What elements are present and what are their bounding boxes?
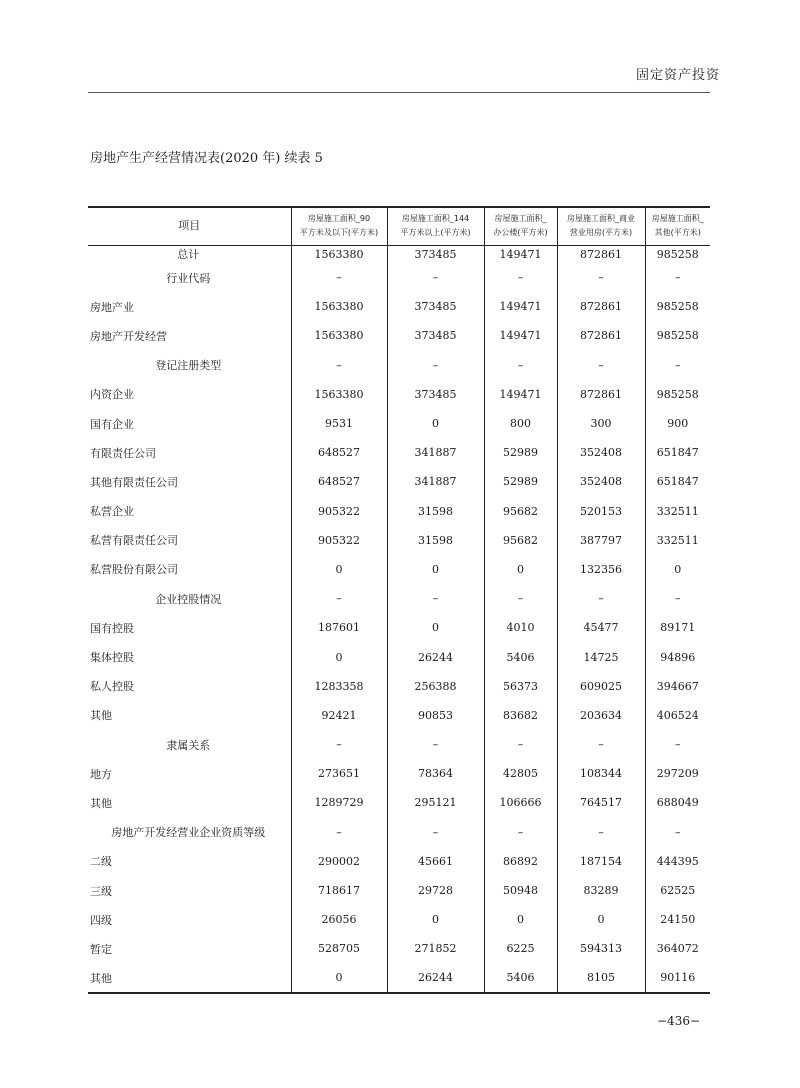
table-header-row — [88, 207, 710, 245]
running-header: 固定资产投资 — [636, 68, 721, 83]
cell-value: 106666 — [484, 788, 557, 817]
cell-value: 297209 — [645, 759, 710, 788]
cell-value: 94896 — [645, 642, 710, 671]
cell-value: 594313 — [557, 934, 645, 963]
cell-value: 8105 — [557, 964, 645, 993]
cell-value: 62525 — [645, 876, 710, 905]
cell-value: 688049 — [645, 788, 710, 817]
table-section-row — [88, 351, 710, 380]
row-label: 私营企业 — [90, 505, 134, 519]
row-label: 私营股份有限公司 — [90, 563, 178, 577]
cell-value: 42805 — [484, 759, 557, 788]
cell-value: – — [387, 818, 484, 847]
row-label: 四级 — [90, 913, 112, 927]
cell-value: 92421 — [291, 701, 387, 730]
cell-value: – — [645, 584, 710, 613]
cell-value: 872861 — [557, 321, 645, 350]
cell-value: – — [557, 351, 645, 380]
cell-value: 90853 — [387, 701, 484, 730]
cell-value: – — [387, 263, 484, 292]
table-section-row — [88, 584, 710, 613]
cell-value: 394667 — [645, 672, 710, 701]
cell-value: 651847 — [645, 467, 710, 496]
table-body — [88, 245, 710, 993]
row-label: 地方 — [90, 767, 112, 781]
cell-value: – — [484, 584, 557, 613]
row-label: 暂定 — [90, 942, 112, 956]
cell-value: 800 — [484, 409, 557, 438]
cell-value: 5406 — [484, 642, 557, 671]
cell-value: 373485 — [387, 321, 484, 350]
cell-value: – — [484, 351, 557, 380]
cell-value: 373485 — [387, 380, 484, 409]
row-label: 集体控股 — [90, 651, 134, 665]
cell-value: 332511 — [645, 497, 710, 526]
table-row — [88, 438, 710, 467]
cell-value: 90116 — [645, 964, 710, 993]
cell-value: 4010 — [484, 613, 557, 642]
cell-value: 520153 — [557, 497, 645, 526]
row-label: 房地产开发经营 — [90, 329, 167, 343]
cell-value: – — [645, 351, 710, 380]
table-title: 房地产生产经营情况表(2020 年) 续表 5 — [90, 151, 323, 166]
cell-value: – — [557, 730, 645, 759]
cell-value: – — [291, 730, 387, 759]
cell-value: 341887 — [387, 467, 484, 496]
table-row — [88, 964, 710, 993]
table-section-row — [88, 263, 710, 292]
cell-value: 985258 — [645, 380, 710, 409]
row-label: 有限责任公司 — [90, 446, 156, 460]
table-row — [88, 905, 710, 934]
cell-value: 528705 — [291, 934, 387, 963]
cell-value: 0 — [387, 613, 484, 642]
cell-value: 187154 — [557, 847, 645, 876]
cell-value: 1563380 — [291, 292, 387, 321]
cell-value: 905322 — [291, 526, 387, 555]
cell-value: 444395 — [645, 847, 710, 876]
column-header: 房屋施工面积_商业 营业用房(平方米) — [557, 207, 645, 245]
cell-value: 132356 — [557, 555, 645, 584]
cell-value: 872861 — [557, 245, 645, 263]
cell-value: – — [557, 263, 645, 292]
cell-value: 86892 — [484, 847, 557, 876]
cell-value: 9531 — [291, 409, 387, 438]
column-header-item: 项目 — [88, 207, 291, 245]
cell-value: – — [484, 263, 557, 292]
cell-value: 271852 — [387, 934, 484, 963]
cell-value: 14725 — [557, 642, 645, 671]
cell-value: 0 — [291, 964, 387, 993]
cell-value: 0 — [557, 905, 645, 934]
table-row — [88, 380, 710, 409]
cell-value: 872861 — [557, 292, 645, 321]
cell-value: 0 — [291, 555, 387, 584]
cell-value: 1289729 — [291, 788, 387, 817]
cell-value: 985258 — [645, 245, 710, 263]
table-row — [88, 321, 710, 350]
cell-value: 1563380 — [291, 245, 387, 263]
cell-value: 83682 — [484, 701, 557, 730]
cell-value: 718617 — [291, 876, 387, 905]
row-label: 三级 — [90, 884, 112, 898]
cell-value: 1563380 — [291, 321, 387, 350]
cell-value: – — [645, 818, 710, 847]
table-total-row — [88, 245, 710, 263]
cell-value: – — [645, 730, 710, 759]
cell-value: 50948 — [484, 876, 557, 905]
cell-value: 0 — [484, 905, 557, 934]
cell-value: 149471 — [484, 245, 557, 263]
cell-value: 52989 — [484, 438, 557, 467]
cell-value: 648527 — [291, 438, 387, 467]
column-header: 房屋施工面积_144 平方米以上(平方米) — [387, 207, 484, 245]
cell-value: 609025 — [557, 672, 645, 701]
cell-value: 31598 — [387, 497, 484, 526]
cell-value: 651847 — [645, 438, 710, 467]
cell-value: 0 — [387, 905, 484, 934]
cell-value: 1283358 — [291, 672, 387, 701]
cell-value: 364072 — [645, 934, 710, 963]
cell-value: – — [387, 351, 484, 380]
column-header: 房屋施工面积_90 平方米及以下(平方米) — [291, 207, 387, 245]
cell-value: 373485 — [387, 245, 484, 263]
cell-value: 764517 — [557, 788, 645, 817]
cell-value: 0 — [291, 642, 387, 671]
table-row — [88, 847, 710, 876]
cell-value: 5406 — [484, 964, 557, 993]
row-label: 国有企业 — [90, 417, 134, 431]
row-label: 内资企业 — [90, 388, 134, 402]
cell-value: 56373 — [484, 672, 557, 701]
table-row — [88, 497, 710, 526]
cell-value: – — [291, 584, 387, 613]
row-label: 二级 — [90, 855, 112, 869]
cell-value: – — [291, 263, 387, 292]
cell-value: 985258 — [645, 321, 710, 350]
table-row — [88, 526, 710, 555]
row-label: 总计 — [177, 248, 200, 262]
header-rule — [88, 92, 710, 93]
cell-value: – — [387, 730, 484, 759]
cell-value: 373485 — [387, 292, 484, 321]
cell-value: 6225 — [484, 934, 557, 963]
cell-value: 31598 — [387, 526, 484, 555]
cell-value: 26244 — [387, 964, 484, 993]
table-section-row — [88, 730, 710, 759]
cell-value: – — [484, 730, 557, 759]
cell-value: 26056 — [291, 905, 387, 934]
cell-value: 95682 — [484, 497, 557, 526]
row-label: 其他 — [90, 796, 112, 810]
cell-value: 0 — [387, 555, 484, 584]
table-row — [88, 934, 710, 963]
row-label: 其他 — [88, 964, 291, 993]
cell-value: 45661 — [387, 847, 484, 876]
cell-value: – — [484, 818, 557, 847]
row-label: 国有控股 — [90, 621, 134, 635]
table-row — [88, 292, 710, 321]
cell-value: – — [291, 351, 387, 380]
cell-value: 52989 — [484, 467, 557, 496]
table-row — [88, 409, 710, 438]
cell-value: 1563380 — [291, 380, 387, 409]
cell-value: 648527 — [291, 467, 387, 496]
page-number: −436− — [657, 1014, 701, 1028]
cell-value: 256388 — [387, 672, 484, 701]
row-label: 房地产业 — [90, 300, 134, 314]
row-label: 房地产开发经营业企业资质等级 — [111, 826, 266, 840]
table-row — [88, 467, 710, 496]
row-label: 私营有限责任公司 — [90, 534, 178, 548]
cell-value: 29728 — [387, 876, 484, 905]
cell-value: 89171 — [645, 613, 710, 642]
table-row — [88, 788, 710, 817]
cell-value: 273651 — [291, 759, 387, 788]
cell-value: 905322 — [291, 497, 387, 526]
cell-value: 26244 — [387, 642, 484, 671]
table-row — [88, 701, 710, 730]
cell-value: 78364 — [387, 759, 484, 788]
cell-value: 187601 — [291, 613, 387, 642]
row-label: 隶属关系 — [166, 738, 211, 752]
cell-value: 406524 — [645, 701, 710, 730]
row-label: 其他有限责任公司 — [90, 475, 178, 489]
table-section-row — [88, 818, 710, 847]
cell-value: 341887 — [387, 438, 484, 467]
cell-value: 352408 — [557, 467, 645, 496]
row-label: 私人控股 — [90, 680, 134, 694]
cell-value: 24150 — [645, 905, 710, 934]
cell-value: 45477 — [557, 613, 645, 642]
cell-value: 872861 — [557, 380, 645, 409]
row-label: 企业控股情况 — [155, 592, 222, 606]
cell-value: – — [645, 263, 710, 292]
column-header: 房屋施工面积_ 办公楼(平方米) — [484, 207, 557, 245]
cell-value: 83289 — [557, 876, 645, 905]
cell-value: – — [557, 818, 645, 847]
cell-value: 95682 — [484, 526, 557, 555]
row-label: 登记注册类型 — [155, 359, 222, 373]
cell-value: 149471 — [484, 380, 557, 409]
cell-value: 290002 — [291, 847, 387, 876]
table-row — [88, 759, 710, 788]
cell-value: 300 — [557, 409, 645, 438]
cell-value: 295121 — [387, 788, 484, 817]
table-row — [88, 642, 710, 671]
table-row — [88, 613, 710, 642]
cell-value: 0 — [387, 409, 484, 438]
column-header: 房屋施工面积_ 其他(平方米) — [645, 207, 710, 245]
table-row — [88, 876, 710, 905]
cell-value: 149471 — [484, 321, 557, 350]
statistics-table — [88, 206, 710, 994]
cell-value: 900 — [645, 409, 710, 438]
cell-value: 0 — [484, 555, 557, 584]
cell-value: 352408 — [557, 438, 645, 467]
table-row — [88, 672, 710, 701]
row-label: 行业代码 — [166, 271, 211, 285]
cell-value: – — [291, 818, 387, 847]
cell-value: 0 — [645, 555, 710, 584]
cell-value: – — [557, 584, 645, 613]
cell-value: 387797 — [557, 526, 645, 555]
table-row — [88, 555, 710, 584]
cell-value: 332511 — [645, 526, 710, 555]
cell-value: 108344 — [557, 759, 645, 788]
cell-value: – — [387, 584, 484, 613]
cell-value: 149471 — [484, 292, 557, 321]
cell-value: 203634 — [557, 701, 645, 730]
cell-value: 985258 — [645, 292, 710, 321]
row-label: 其他 — [90, 709, 112, 723]
